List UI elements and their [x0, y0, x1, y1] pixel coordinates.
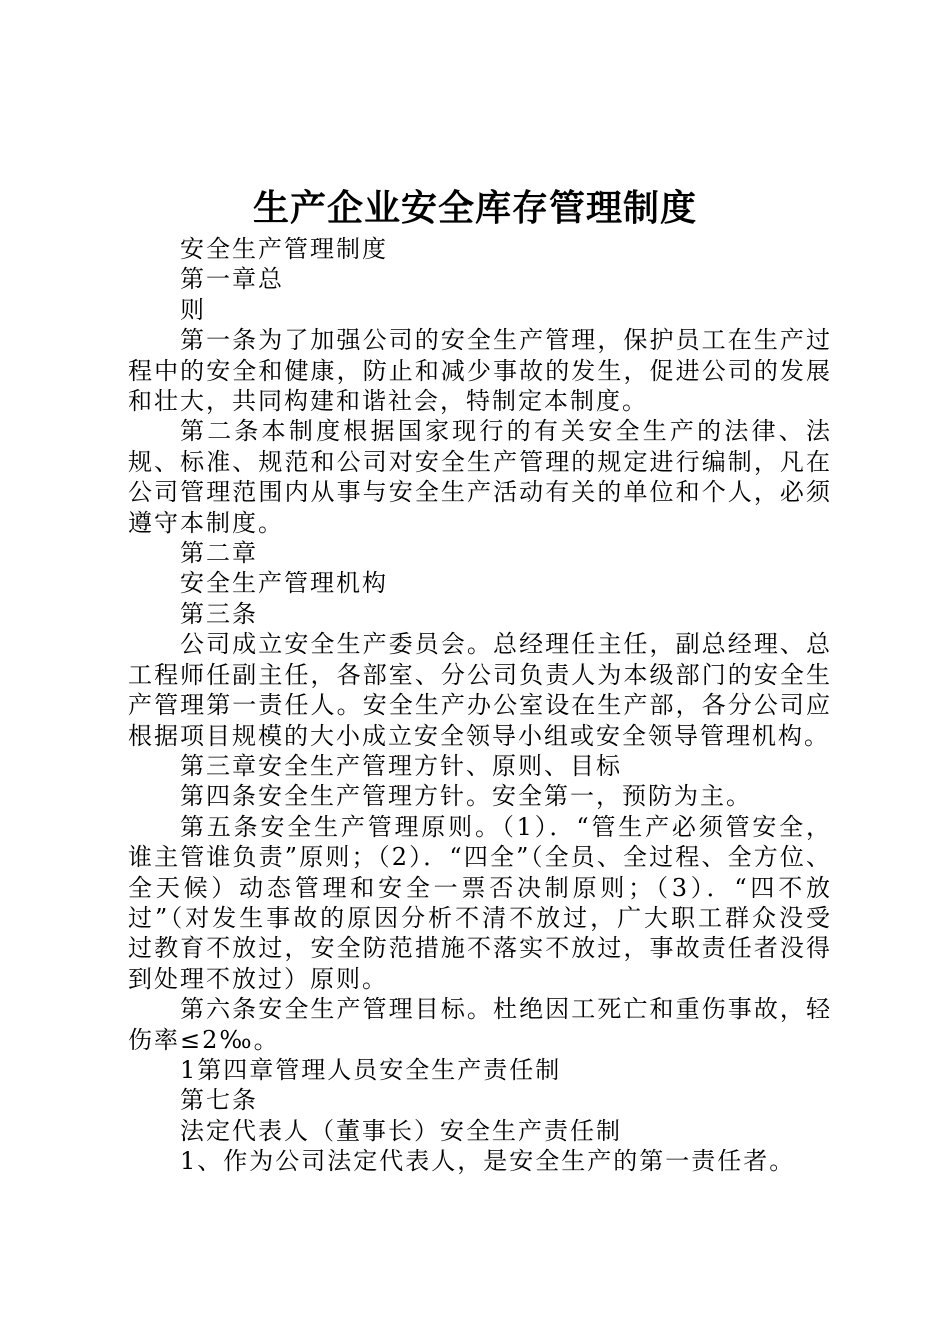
- paragraph: 第三章安全生产管理方针、原则、目标: [180, 751, 622, 780]
- paragraph: 安全生产管理制度: [180, 235, 388, 263]
- paragraph: 第四条安全生产管理方针。安全第一，预防为主。: [180, 782, 752, 811]
- document-title: 生产企业安全库存管理制度: [252, 187, 697, 229]
- paragraph: 第六条安全生产管理目标。杜绝因工死亡和重伤事故，轻伤率≤2‰。: [128, 995, 832, 1054]
- paragraph: 1、作为公司法定代表人，是安全生产的第一责任者。: [180, 1147, 796, 1176]
- paragraph: 第三条: [180, 599, 258, 628]
- paragraph: 法定代表人（董事长）安全生产责任制: [180, 1116, 622, 1145]
- paragraph: 第一章总: [180, 265, 284, 294]
- paragraph: 则: [180, 295, 206, 324]
- paragraph: 第一条为了加强公司的安全生产管理，保护员工在生产过程中的安全和健康，防止和减少事故的发生，促进公司的发展和壮大，共同构建和谐社会，特制定本制度。: [128, 326, 832, 416]
- paragraph: 第七条: [180, 1086, 258, 1115]
- paragraph: 第五条安全生产管理原则。（1）．“管生产必须管安全，谁主管谁负责”原则；（2）．“四全”（全员、全过程、全方位、全天候）动态管理和安全一票否决制原则；（3）．“四不放过”（对发生事故的原因分析不清不放过，广大职工群众没受过教育不放过，安全防范措施不落实不放过，事故责任者没得到处理不放过）原则。: [128, 812, 832, 993]
- paragraph: 第二章: [180, 539, 258, 568]
- paragraph: 安全生产管理机构: [180, 569, 388, 598]
- paragraph: 公司成立安全生产委员会。总经理任主任，副总经理、总工程师任副主任，各部室、分公司负责人为本级部门的安全生产管理第一责任人。安全生产办公室设在生产部，各分公司应根据项目规模的大小成立安全领导小组或安全领导管理机构。: [128, 630, 832, 750]
- document-body: [128, 234, 832, 1177]
- paragraph: 1第四章管理人员安全生产责任制: [180, 1055, 562, 1084]
- paragraph: 第二条本制度根据国家现行的有关安全生产的法律、法规、标准、规范和公司对安全生产管理的规定进行编制，凡在公司管理范围内从事与安全生产活动有关的单位和个人，必须遵守本制度。: [128, 417, 832, 537]
